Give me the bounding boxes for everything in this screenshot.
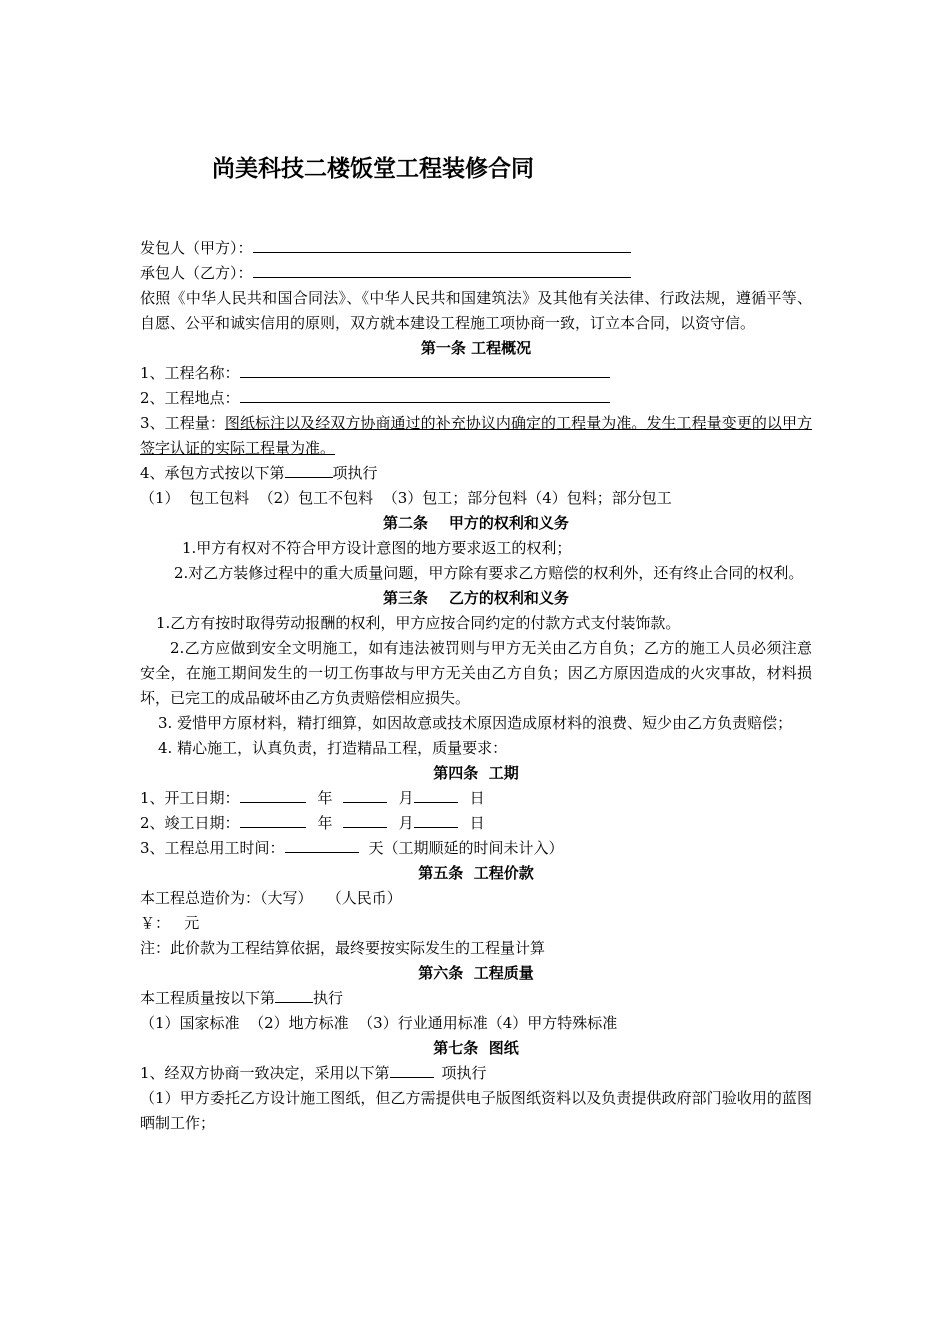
start-month-blank[interactable] [343,787,387,803]
start-day-blank[interactable] [414,787,458,803]
end-date-line [140,811,812,836]
article-1-heading: 第一条 工程概况 [420,339,532,357]
start-date-line [140,786,812,811]
article-3-heading: 第三条 乙方的权利和义务 [383,589,569,607]
quality-suffix: 执行 [313,989,344,1007]
quality-blank[interactable] [275,987,313,1003]
article-2-item-2: 2.对乙方装修过程中的重大质量问题，甲方除有要求乙方赔偿的权利外，还有终止合同的权利。 [174,564,804,582]
start-year-unit: 年 [317,789,333,807]
article-5-heading: 第五条 工程价款 [418,864,534,882]
project-site-line [140,386,812,411]
party-b-line [140,261,812,286]
end-day-blank[interactable] [414,812,458,828]
project-quantity-label: 3、工程量： [140,414,225,432]
contract-mode-prefix: 4、承包方式按以下第 [140,464,285,482]
article-3-item-1: 1.乙方有按时取得劳动报酬的权利，甲方应按合同约定的付款方式支付装饰款。 [156,614,681,632]
party-b-blank[interactable] [253,262,631,278]
end-month-unit: 月 [398,814,414,832]
yen-line: ￥： 元 [140,914,200,932]
article-4-heading: 第四条 工期 [433,764,519,782]
total-duration-line [140,836,812,861]
drawings-blank[interactable] [390,1062,434,1078]
project-quantity [140,411,812,461]
project-name-blank[interactable] [240,362,610,378]
party-b-label: 承包人（乙方）： [140,264,253,282]
end-day-unit: 日 [469,814,485,832]
party-a-blank[interactable] [253,237,631,253]
drawings-suffix: 项执行 [441,1064,487,1082]
total-duration-blank[interactable] [285,837,359,853]
document-title: 尚美科技二楼饭堂工程装修合同 [212,155,534,182]
article-3-item-2: 2.乙方应做到安全文明施工，如有违法被罚则与甲方无关由乙方自负；乙方的施工人员必须注意安全，在施工期间发生的一切工伤事故与甲方无关由乙方自负；因乙方原因造成的火灾事故，材料损坏，已完工的成品破坏由乙方负责赔偿相应损失。 [140,639,812,707]
project-name-line [140,361,812,386]
contract-mode-line [140,461,812,486]
start-month-unit: 月 [398,789,414,807]
total-duration-label: 3、工程总用工时间： [140,839,285,857]
start-day-unit: 日 [469,789,485,807]
end-date-label: 2、竣工日期： [140,814,240,832]
drawings-item-1: （1）甲方委托乙方设计施工图纸，但乙方需提供电子版图纸资料以及负责提供政府部门验收用的蓝图晒制工作； [140,1089,812,1132]
quality-options: （1）国家标准 （2）地方标准 （3）行业通用标准（4）甲方特殊标准 [140,1014,618,1032]
contract-mode-options: （1） 包工包料 （2）包工不包料 （3）包工；部分包料（4）包料；部分包工 [140,489,672,507]
project-name-label: 1、工程名称： [140,364,240,382]
contract-mode-blank[interactable] [285,462,333,478]
drawings-line [140,1061,812,1086]
article-7-heading: 第七条 图纸 [433,1039,519,1057]
total-price-line: 本工程总造价为：（大写） （人民币） [140,889,402,907]
party-a-label: 发包人（甲方）： [140,239,253,257]
preamble: 依照《中华人民共和国合同法》、《中华人民共和国建筑法》及其他有关法律、行政法规，遵循平等、自愿、公平和诚实信用的原则，双方就本建设工程施工项协商一致，订立本合同，以资守信。 [140,289,812,332]
article-6-heading: 第六条 工程质量 [418,964,534,982]
quality-line [140,986,812,1011]
end-year-unit: 年 [317,814,333,832]
project-quantity-text: 图纸标注以及经双方协商通过的补充协议内确定的工程量为准。发生工程量变更的以甲方签字认证的实际工程量为准。 [140,414,812,457]
start-year-blank[interactable] [240,787,306,803]
article-2-item-1: 1.甲方有权对不符合甲方设计意图的地方要求返工的权利； [182,539,572,557]
quality-prefix: 本工程质量按以下第 [140,989,276,1007]
project-site-blank[interactable] [240,387,610,403]
article-2-heading: 第二条 甲方的权利和义务 [383,514,569,532]
article-3-item-4: 4. 精心施工，认真负责，打造精品工程，质量要求： [158,739,508,757]
article-3-item-3: 3. 爱惜甲方原材料，精打细算，如因故意或技术原因造成原材料的浪费、短少由乙方负责赔偿； [158,714,793,732]
drawings-prefix: 1、经双方协商一致决定，采用以下第 [140,1064,390,1082]
end-year-blank[interactable] [240,812,306,828]
contract-mode-suffix: 项执行 [332,464,378,482]
party-a-line [140,236,812,261]
total-duration-suffix: 天（工期顺延的时间未计入） [368,839,564,857]
project-site-label: 2、工程地点： [140,389,240,407]
price-note: 注：此价款为工程结算依据，最终要按实际发生的工程量计算 [140,939,546,957]
start-date-label: 1、开工日期： [140,789,240,807]
end-month-blank[interactable] [343,812,387,828]
